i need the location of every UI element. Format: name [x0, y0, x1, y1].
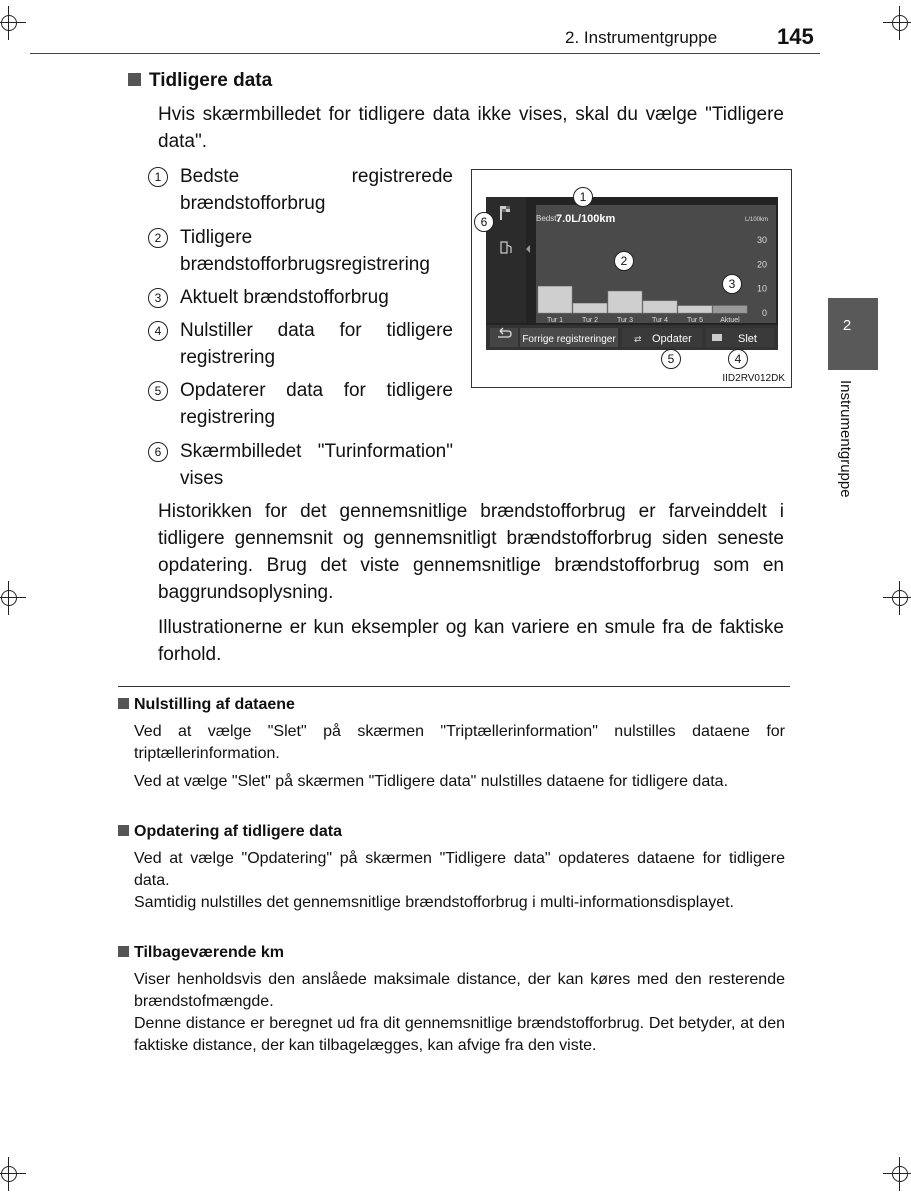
- delete-button[interactable]: [706, 328, 774, 347]
- bar-label: Tur 4: [651, 317, 669, 324]
- history-bar: [538, 286, 572, 313]
- crop-mark-icon: [889, 1163, 911, 1185]
- history-bar: [713, 306, 747, 313]
- callout-3: 3: [722, 274, 742, 294]
- square-bullet-icon: [118, 825, 129, 836]
- bar-label: Tur 5: [686, 317, 704, 324]
- square-bullet-icon: [118, 698, 129, 709]
- bar-label: Aktuel: [720, 317, 740, 324]
- note-paragraph: Ved at vælge "Slet" på skærmen "Tidligere data" nulstilles dataene for tidligere data.: [134, 773, 729, 790]
- update-button[interactable]: [622, 328, 702, 347]
- best-label: Bedst:: [536, 214, 559, 223]
- unit-label: L/100km: [744, 217, 768, 223]
- crop-mark-icon: [0, 12, 20, 34]
- list-item: 1 Bedste registrerede brændstofforbrug: [148, 163, 453, 217]
- figure-code: IID2RV012DK: [722, 373, 785, 384]
- list-item: 3 Aktuelt brændstofforbrug: [148, 284, 453, 311]
- page-number: 145: [777, 24, 814, 49]
- back-button[interactable]: [490, 328, 518, 347]
- history-bar: [608, 291, 642, 313]
- previous-records-label: Forrige registreringer: [522, 334, 616, 345]
- section-rule: [118, 686, 790, 687]
- callout-6: 6: [474, 212, 494, 232]
- note-paragraph: Ved at vælge "Opdatering" på skærmen "Tidligere data" opdateres dataene for tidligere data.: [134, 850, 785, 889]
- list-item: 6 Skærmbilledet "Turinformation" vises: [148, 438, 453, 492]
- callout-4: 4: [728, 349, 748, 369]
- bar-label: Tur 2: [581, 317, 599, 324]
- best-value: 7.0L/100km: [556, 213, 616, 225]
- section-heading: Tidligere data: [128, 70, 272, 92]
- intro-paragraph: Hvis skærmbilledet for tidligere data ikke vises, skal du vælge "Tidligere data".: [158, 104, 784, 152]
- history-bar: [573, 303, 607, 313]
- illustration-note: Illustrationerne er kun eksempler og kan variere en smule fra de faktiske forhold.: [158, 617, 784, 665]
- y-tick-label: 10: [756, 283, 767, 294]
- note-paragraph: Viser henholdsvis den anslåede maksimale distance, der kan køres med den resterende brændstofmængde.: [134, 971, 785, 1010]
- callout-2: 2: [614, 251, 634, 271]
- list-item: 4 Nulstiller data for tidligere registrering: [148, 317, 453, 371]
- y-tick-label: 0: [761, 308, 767, 318]
- note-paragraph: Denne distance er beregnet ud fra dit gennemsnitlige brændstofforbrug. Det betyder, at den faktiske distance, der kan tilbagelægges, kan afvige fra den viste.: [134, 1015, 785, 1054]
- note-heading: Tilbageværende km: [118, 944, 284, 962]
- crop-mark-icon: [0, 587, 20, 609]
- history-bar: [678, 306, 712, 313]
- chapter-tab-number: 2: [842, 317, 852, 334]
- note-heading: Nulstilling af dataene: [118, 696, 295, 714]
- note-heading: Opdatering af tidligere data: [118, 823, 342, 841]
- header-section-title: 2. Instrumentgruppe: [565, 28, 718, 47]
- y-tick-label: 20: [756, 259, 767, 270]
- crop-mark-icon: [889, 587, 911, 609]
- crop-mark-icon: [889, 12, 911, 34]
- update-label: Opdater: [652, 333, 692, 345]
- y-tick-label: 30: [756, 235, 767, 245]
- bar-label: Tur 1: [546, 317, 564, 324]
- note-paragraph: Ved at vælge "Slet" på skærmen "Triptællerinformation" nulstilles dataene for triptællerinformation.: [134, 723, 785, 762]
- chapter-label: Instrumentgruppe: [837, 380, 854, 498]
- refresh-icon: ⇄: [634, 335, 642, 345]
- square-bullet-icon: [118, 946, 129, 957]
- callout-1: 1: [573, 187, 593, 207]
- square-bullet-icon: [128, 73, 141, 86]
- erase-icon: [712, 334, 722, 341]
- delete-label: Slet: [738, 333, 757, 345]
- crop-mark-icon: [0, 1163, 20, 1185]
- note-paragraph: Samtidig nulstilles det gennemsnitlige brændstofforbrug i multi-informationsdisplayet.: [134, 894, 734, 911]
- callout-5: 5: [661, 349, 681, 369]
- screen-illustration: [471, 169, 792, 388]
- header-rule: [30, 53, 820, 54]
- history-paragraph: Historikken for det gennemsnitlige brændstofforbrug er farveinddelt i tidligere gennemsnit og gennemsnitligt brændstofforbrug siden seneste opdatering. Brug det viste gennemsnitlige brændstofforbrug som en baggrundsoplysning.: [158, 501, 784, 603]
- chapter-tab: [828, 298, 878, 370]
- previous-records-button[interactable]: [520, 328, 618, 347]
- bar-label: Tur 3: [616, 317, 634, 324]
- history-bar: [643, 301, 677, 313]
- list-item: 2 Tidligere brændstofforbrugsregistrering: [148, 224, 453, 278]
- list-item: 5 Opdaterer data for tidligere registrering: [148, 377, 453, 431]
